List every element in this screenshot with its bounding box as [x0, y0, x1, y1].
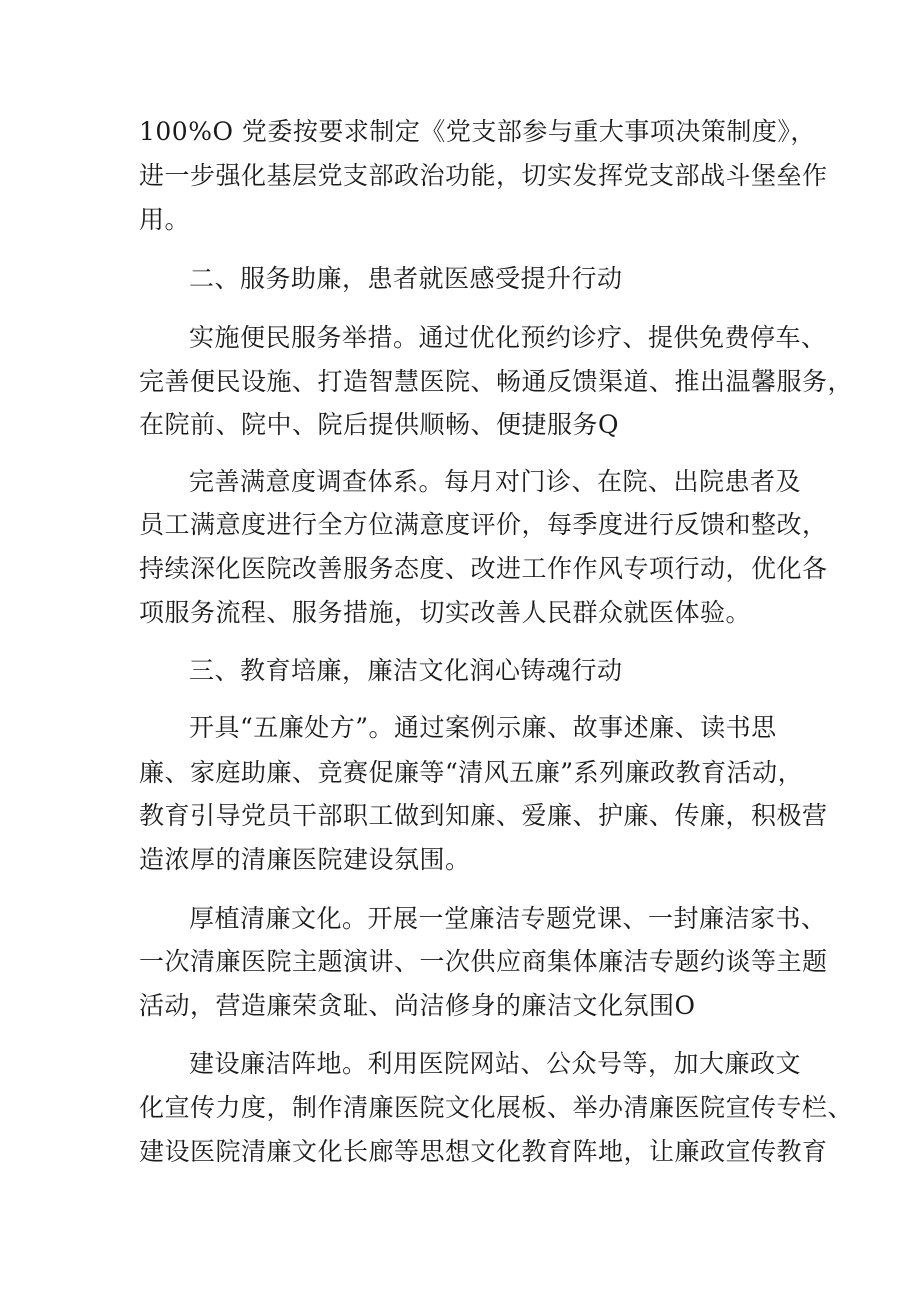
paragraph-line: 实施便民服务举措。通过优化预约诊疗、提供免费停车、	[189, 323, 827, 352]
paragraph-line: 教育引导党员干部职工做到知廉、爱廉、护廉、传廉，积极营	[139, 801, 828, 830]
paragraph-line: 开具“五廉处方”。通过案例示廉、故事述廉、读书思	[189, 713, 777, 742]
paragraph-line: 活动，营造廉荣贪耻、尚洁修身的廉洁文化氛围O	[139, 991, 696, 1020]
section-heading-2: 二、服务助廉，患者就医感受提升行动	[189, 264, 623, 293]
paragraph-line: 造浓厚的清廉医院建设氛围。	[139, 845, 471, 874]
section-heading-3: 三、教育培廉，廉洁文化润心铸魂行动	[189, 656, 623, 685]
paragraph-line: 廉、家庭助廉、竞赛促廉等“清风五廉”系列廉政教育活动，	[139, 758, 804, 787]
paragraph-line: 进一步强化基层党支部政治功能，切实发挥党支部战斗堡垒作	[139, 161, 828, 190]
paragraph-line: 完善便民设施、打造智慧医院、畅通反馈渠道、推出温馨服务，	[139, 367, 854, 396]
paragraph-line: 员工满意度进行全方位满意度评价，每季度进行反馈和整改，	[139, 510, 828, 539]
paragraph-line: 用。	[139, 205, 191, 234]
paragraph-line: 厚植清廉文化。开展一堂廉洁专题党课、一封廉洁家书、	[189, 904, 827, 933]
paragraph-line: 建设廉洁阵地。利用医院网站、公众号等，加大廉政文	[189, 1049, 802, 1078]
paragraph-line: 持续深化医院改善服务态度、改进工作作风专项行动，优化各	[139, 554, 828, 583]
paragraph-line: 完善满意度调查体系。每月对门诊、在院、出院患者及	[189, 467, 802, 496]
paragraph-line: 一次清廉医院主题演讲、一次供应商集体廉洁专题约谈等主题	[139, 947, 828, 976]
paragraph-line: 化宣传力度，制作清廉医院文化展板、举办清廉医院宣传专栏、	[139, 1093, 854, 1122]
paragraph-line: 100%O 党委按要求制定《党支部参与重大事项决策制度》，	[139, 117, 816, 146]
paragraph-line: 项服务流程、服务措施，切实改善人民群众就医体验。	[139, 598, 752, 627]
paragraph-line: 建设医院清廉文化长廊等思想文化教育阵地，让廉政宣传教育	[139, 1137, 828, 1166]
paragraph-line: 在院前、院中、院后提供顺畅、便捷服务Q	[139, 410, 619, 439]
